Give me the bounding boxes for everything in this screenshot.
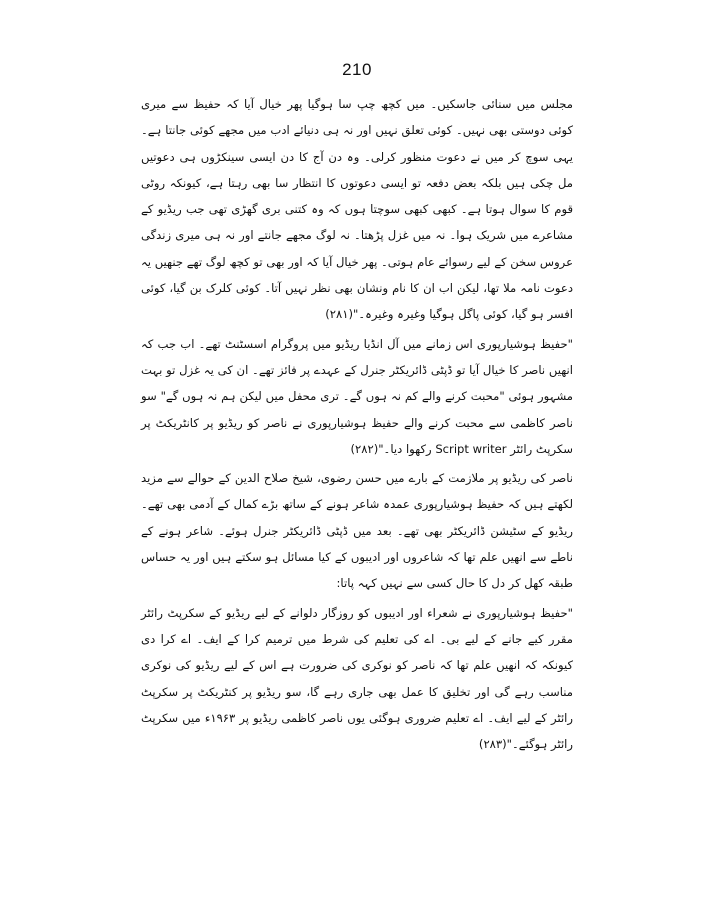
body-text xyxy=(141,91,573,757)
paragraph: "حفیظ ہوشیارپوری نے شعراء اور ادیبوں کو روزگار دلوانے کے لیے ریڈیو کے سکرپٹ رائٹر مقرر کیے جانے کے لیے بی۔ اے کی تعلیم کی شرط میں ترمیم کرا کے ایف۔ اے کرا دی کیونکہ کہ انھیں علم تھا کہ ناصر کو نوکری کی ضرورت ہے اس کے لیے ریڈیو کی نوکری مناسب رہے گی اور تخلیق کا عمل بھی جاری رہے گا، سو ریڈیو پر کنٹریکٹ پر سکرپٹ رائٹر کے لیے ایف۔ اے تعلیم ضروری ہوگئی یوں ناصر کاظمی ریڈیو پر ۱۹۶۳ء میں سکرپٹ رائٹر ہوگئے۔"(۲۸۳) xyxy=(141,605,573,752)
paragraph: "حفیظ ہوشیارپوری اس زمانے میں آل انڈیا ریڈیو میں پروگرام اسسٹنٹ تھے۔ اب جب کہ انھیں ناصر کا خیال آیا تو ڈپٹی ڈائریکٹر جنرل کے عہدے پر فائز تھے۔ ان کی یہ غزل تو بہت مشہور ہوئی "محبت کرنے والے کم نہ ہوں گے۔ تری محفل میں لیکن ہم نہ ہوں گے" سو ناصر کاظمی سے محبت کرنے والے حفیظ ہوشیارپوری نے ناصر کو ریڈیو پر کانٹریکٹ پر سکرپٹ رائٹر Script writer رکھوا دیا۔"(۲۸۲) xyxy=(141,336,573,456)
paragraph: ناصر کی ریڈیو پر ملازمت کے بارے میں حسن رضوی، شیخ صلاح الدین کے حوالے سے مزید لکھتے ہیں کہ حفیظ ہوشیارپوری عمدہ شاعر ہونے کے ساتھ بڑے کمال کے آدمی بھی تھے۔ ریڈیو کے سٹیشن ڈائریکٹر بھی تھے۔ بعد میں ڈپٹی ڈائریکٹر جنرل ہوئے۔ شاعر ہونے کے ناطے سے انھیں علم تھا کہ شاعروں اور ادیبوں کے کیا مسائل ہو سکتے ہیں اور یہ حساس طبقہ کھل کر دل کا حال کسی سے نہیں کہہ پاتا: xyxy=(141,471,573,591)
page-number: 210 xyxy=(342,60,372,79)
paragraph: مجلس میں سنائی جاسکیں۔ میں کچھ چپ سا ہوگیا پھر خیال آیا کہ حفیظ سے میری کوئی دوستی بھی نہیں۔ کوئی تعلق نہیں اور نہ ہی دنیائے ادب میں مجھے کوئی جانتا ہے۔ یہی سوچ کر میں نے دعوت منظور کرلی۔ وہ دن آج کا دن ایسی سینکڑوں ہی دعوتیں مل چکی ہیں بلکہ بعض دفعہ تو ایسی دعوتوں کا انتظار سا بھی رہتا ہے، کیونکہ روٹی قوم کا سوال ہوتا ہے۔ کبھی کبھی سوچتا ہوں کہ وہ کتنی بری گھڑی تھی جب ریڈیو کے مشاعرے میں شریک ہوا۔ نہ میں غزل پڑھتا۔ نہ لوگ مجھے جانتے اور نہ ہی میری زندگی عروس سخن کے لیے رسوائے عام ہوتی۔ پھر خیال آیا کہ اور بھی تو کچھ لوگ تھے جنھیں یہ دعوت نامہ ملا تھا، لیکن اب ان کا نام ونشان بھی نظر نہیں آتا۔ کوئی کلرک بن گیا، کوئی افسر ہو گیا، کوئی پاگل ہوگیا وغیرہ وغیرہ۔"(۲۸۱) xyxy=(141,97,573,322)
